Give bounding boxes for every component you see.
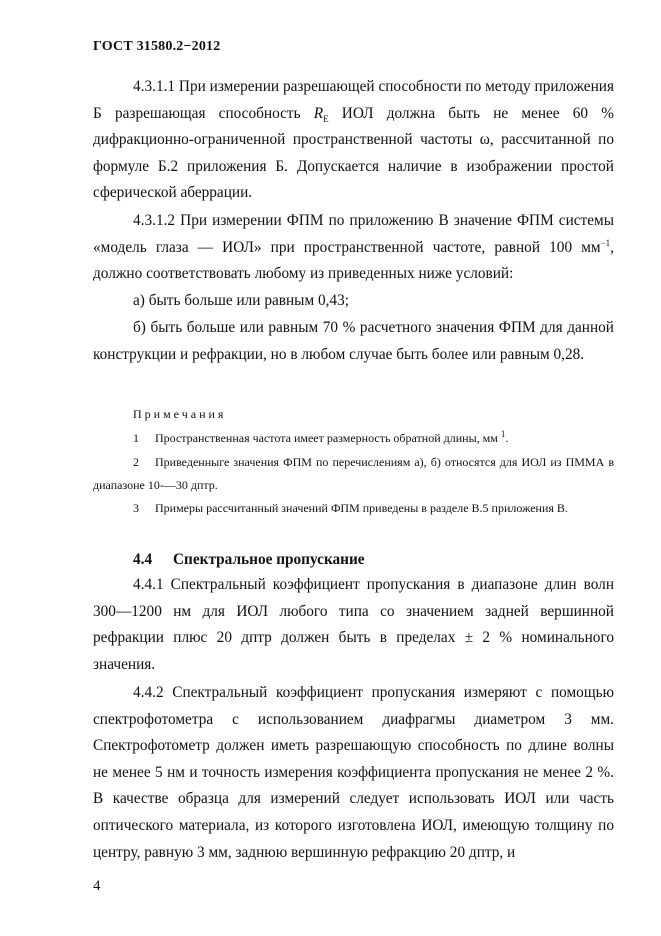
list-item-a: а) быть больше или равным 0,43; — [133, 292, 349, 309]
paragraph-4-3-1-2: 4.3.1.2 При измерении ФПМ по приложению В значение ФПМ системы «модель глаза — ИОЛ» при пространственной частоте, равной 100 $мм^{-1}$, должно соответствовать любому из приведенных ниже условий: — [93, 212, 614, 283]
note-item: 3 Примеры рассчитанный значений ФПМ приведены в разделе В.5 приложения В. — [133, 501, 568, 516]
section-number: 4.4 — [133, 551, 153, 568]
section-title: Спектральное пропускание — [173, 551, 365, 568]
notes-title: Примечания — [133, 407, 227, 421]
document-header: ГОСТ 31580.2−2012 — [93, 39, 221, 54]
paragraph-4-4-1: 4.4.1 Спектральный коэффициент пропускания в диапазоне длин волн 300—1200 нм для ИОЛ любого типа со значением задней вершинной рефракции плюс 20 дптр должен быть в пределах ± 2 % номинального значения. — [93, 576, 614, 673]
unit-exponent: −1 — [600, 237, 611, 248]
symbol-subscript: E — [323, 113, 329, 124]
note-item: 2 Приведенныге значения ФПМ по перечислениям а), б) относятся для ИОЛ из ПММА в диапазоне 10-—30 дптр. — [93, 454, 614, 492]
symbol-r: R — [313, 104, 324, 122]
section-heading — [133, 549, 365, 571]
paragraph-4-3-1-1: 4.3.1.1 При измерении разрешающей способности по методу приложения Б разрешающая способность $R_E$ ИОЛ должна быть не менее 60 % дифракционно-ограниченной пространственной частоты ω, рассчитанной по формуле Б.2 приложения Б. Допускается наличие в изображении простой сферической аберрации. — [93, 78, 615, 202]
notes-block — [93, 403, 614, 520]
list-item-b: б) быть больше или равным 70 % расчетного значения ФПМ для данной конструкции и рефракции, но в любом случае быть более или равным 0,28. — [93, 319, 614, 363]
page-number: 4 — [93, 878, 101, 894]
paragraph-4-4-2: 4.4.2 Спектральный коэффициент пропускания измеряют с помощью спектрофотометра с использованием диафрагмы диаметром 3 мм. Спектрофотометр должен иметь разрешающую способность по длине волны не менее 5 нм и точность измерения коэффициента пропускания не менее 2 %. В качестве образца для измерений следует использовать ИОЛ или часть оптического материала, из которого изготовлена ИОЛ, имеющую толщину по центру, равную 3 мм, заднюю вершинную рефракцию 20 дптр, и — [93, 684, 614, 861]
note-item: 1 Пространственная частота имеет размерность обратной длины, мм $^1$. — [133, 429, 509, 446]
